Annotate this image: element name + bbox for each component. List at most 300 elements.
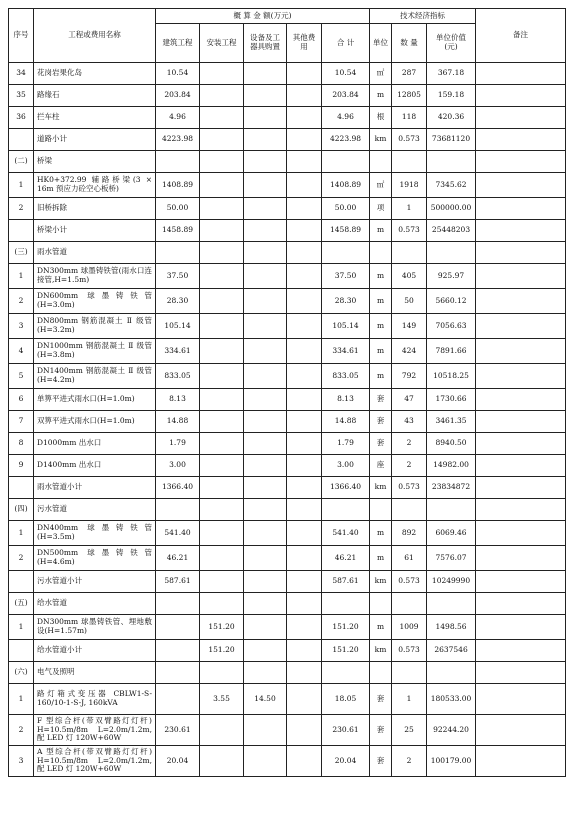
cell-qty: 25 xyxy=(392,715,427,746)
table-row xyxy=(9,129,566,151)
cell-building: 10.54 xyxy=(156,63,200,85)
cell-total xyxy=(322,151,370,173)
cell-qty: 149 xyxy=(392,314,427,339)
cell-equip xyxy=(244,499,287,521)
cell-equip xyxy=(244,546,287,571)
cell-other xyxy=(287,615,322,640)
cell-seq xyxy=(9,477,34,499)
cell-equip xyxy=(244,477,287,499)
cell-seq xyxy=(9,220,34,242)
table-row xyxy=(9,546,566,571)
cell-seq: 1 xyxy=(9,264,34,289)
cell-other xyxy=(287,593,322,615)
cell-equip xyxy=(244,107,287,129)
cell-total: 833.05 xyxy=(322,364,370,389)
cell-unit: m xyxy=(370,521,392,546)
cell-equip: 14.50 xyxy=(244,684,287,715)
cell-price: 8940.50 xyxy=(427,433,476,455)
cell-other xyxy=(287,571,322,593)
cell-total: 20.04 xyxy=(322,746,370,777)
table-row xyxy=(9,640,566,662)
cell-price xyxy=(427,662,476,684)
cell-seq: 2 xyxy=(9,546,34,571)
table-row xyxy=(9,107,566,129)
cell-name: DN1000mm 钢筋混凝土 Ⅱ 级管(H=3.8m) xyxy=(34,339,156,364)
cell-name: 雨水管道小计 xyxy=(34,477,156,499)
cell-seq: 2 xyxy=(9,715,34,746)
header-unit-price: 单位价值(元) xyxy=(427,24,476,63)
cell-other xyxy=(287,433,322,455)
cell-price: 23834872 xyxy=(427,477,476,499)
cell-other xyxy=(287,314,322,339)
cell-price: 3461.35 xyxy=(427,411,476,433)
cell-building xyxy=(156,615,200,640)
cell-price: 925.97 xyxy=(427,264,476,289)
header-install: 安装工程 xyxy=(200,24,244,63)
cell-seq: 3 xyxy=(9,314,34,339)
header-seq: 序号 xyxy=(9,9,34,63)
cell-install xyxy=(200,198,244,220)
cell-equip xyxy=(244,615,287,640)
cell-install xyxy=(200,173,244,198)
table-row xyxy=(9,389,566,411)
cell-qty: 0.573 xyxy=(392,220,427,242)
cell-name: 路缘石 xyxy=(34,85,156,107)
cell-other xyxy=(287,411,322,433)
cell-equip xyxy=(244,151,287,173)
cell-qty: 405 xyxy=(392,264,427,289)
cell-price xyxy=(427,151,476,173)
cell-remark xyxy=(476,63,566,85)
cell-seq: 9 xyxy=(9,455,34,477)
cell-total xyxy=(322,242,370,264)
cell-building: 8.13 xyxy=(156,389,200,411)
cell-unit: km xyxy=(370,129,392,151)
cell-remark xyxy=(476,198,566,220)
cell-name: 道路小计 xyxy=(34,129,156,151)
cell-qty xyxy=(392,242,427,264)
cell-qty: 43 xyxy=(392,411,427,433)
cell-equip xyxy=(244,264,287,289)
cell-other xyxy=(287,242,322,264)
cell-name: 拦车柱 xyxy=(34,107,156,129)
estimate-table xyxy=(8,8,566,777)
cell-total: 50.00 xyxy=(322,198,370,220)
cell-install xyxy=(200,662,244,684)
cell-other xyxy=(287,521,322,546)
cell-other xyxy=(287,364,322,389)
cell-remark xyxy=(476,129,566,151)
cell-install xyxy=(200,107,244,129)
table-row xyxy=(9,411,566,433)
cell-unit: 套 xyxy=(370,411,392,433)
cell-building: 587.61 xyxy=(156,571,200,593)
cell-price: 73681120 xyxy=(427,129,476,151)
cell-price: 2637546 xyxy=(427,640,476,662)
cell-remark xyxy=(476,615,566,640)
cell-price: 100179.00 xyxy=(427,746,476,777)
cell-install xyxy=(200,477,244,499)
cell-install xyxy=(200,715,244,746)
cell-equip xyxy=(244,593,287,615)
cell-other xyxy=(287,546,322,571)
cell-equip xyxy=(244,173,287,198)
cell-remark xyxy=(476,521,566,546)
cell-qty: 0.573 xyxy=(392,477,427,499)
cell-name: DN1400mm 钢筋混凝土 Ⅱ 级管(H=4.2m) xyxy=(34,364,156,389)
cell-unit: m xyxy=(370,615,392,640)
cell-building: 203.84 xyxy=(156,85,200,107)
cell-qty: 424 xyxy=(392,339,427,364)
cell-equip xyxy=(244,746,287,777)
table-row xyxy=(9,85,566,107)
header-building: 建筑工程 xyxy=(156,24,200,63)
cell-unit: m xyxy=(370,264,392,289)
cell-name: 雨水管道 xyxy=(34,242,156,264)
cell-seq: 4 xyxy=(9,339,34,364)
cell-name: DN300mm 球墨铸铁管(雨水口连接管,H=1.5m) xyxy=(34,264,156,289)
cell-total: 3.00 xyxy=(322,455,370,477)
cell-remark xyxy=(476,339,566,364)
cell-total: 8.13 xyxy=(322,389,370,411)
cell-total: 541.40 xyxy=(322,521,370,546)
cell-building xyxy=(156,662,200,684)
cell-seq: (六) xyxy=(9,662,34,684)
cell-equip xyxy=(244,433,287,455)
cell-unit: ㎡ xyxy=(370,173,392,198)
cell-building: 50.00 xyxy=(156,198,200,220)
cell-other xyxy=(287,662,322,684)
cell-seq: (五) xyxy=(9,593,34,615)
cell-price: 25448203 xyxy=(427,220,476,242)
cell-remark xyxy=(476,151,566,173)
cell-install xyxy=(200,220,244,242)
cell-qty: 1918 xyxy=(392,173,427,198)
cell-price: 7056.63 xyxy=(427,314,476,339)
cell-other xyxy=(287,264,322,289)
cell-building xyxy=(156,151,200,173)
cell-total: 587.61 xyxy=(322,571,370,593)
cell-other xyxy=(287,684,322,715)
cell-remark xyxy=(476,85,566,107)
cell-total: 151.20 xyxy=(322,615,370,640)
cell-total: 334.61 xyxy=(322,339,370,364)
cell-other xyxy=(287,339,322,364)
cell-building xyxy=(156,593,200,615)
cell-unit xyxy=(370,593,392,615)
cell-total xyxy=(322,662,370,684)
cell-name: 旧桥拆除 xyxy=(34,198,156,220)
cell-remark xyxy=(476,499,566,521)
cell-qty: 61 xyxy=(392,546,427,571)
cell-install xyxy=(200,521,244,546)
cell-price: 10249990 xyxy=(427,571,476,593)
cell-unit: 套 xyxy=(370,433,392,455)
cell-price: 5660.12 xyxy=(427,289,476,314)
cell-name: 双箅平进式雨水口(H=1.0m) xyxy=(34,411,156,433)
cell-install xyxy=(200,129,244,151)
cell-install xyxy=(200,433,244,455)
cell-building xyxy=(156,242,200,264)
cell-qty: 0.573 xyxy=(392,129,427,151)
cell-equip xyxy=(244,571,287,593)
cell-install xyxy=(200,546,244,571)
cell-equip xyxy=(244,129,287,151)
table-body xyxy=(9,63,566,777)
cell-other xyxy=(287,289,322,314)
cell-price: 1498.56 xyxy=(427,615,476,640)
cell-total: 105.14 xyxy=(322,314,370,339)
cell-install xyxy=(200,264,244,289)
cell-equip xyxy=(244,314,287,339)
cell-seq: 2 xyxy=(9,289,34,314)
cell-unit: km xyxy=(370,571,392,593)
cell-price: 7345.62 xyxy=(427,173,476,198)
cell-remark xyxy=(476,107,566,129)
cell-unit: m xyxy=(370,220,392,242)
cell-qty: 12805 xyxy=(392,85,427,107)
cell-price: 14982.00 xyxy=(427,455,476,477)
cell-seq: 1 xyxy=(9,615,34,640)
cell-building: 20.04 xyxy=(156,746,200,777)
cell-price: 159.18 xyxy=(427,85,476,107)
cell-qty xyxy=(392,151,427,173)
cell-seq xyxy=(9,640,34,662)
cell-other xyxy=(287,151,322,173)
table-row xyxy=(9,499,566,521)
cell-name: 花岗岩果化岛 xyxy=(34,63,156,85)
table-row xyxy=(9,264,566,289)
cell-name: DN600mm 球墨铸铁管(H=3.0m) xyxy=(34,289,156,314)
cell-other xyxy=(287,455,322,477)
table-row xyxy=(9,339,566,364)
cell-unit: 根 xyxy=(370,107,392,129)
cell-price xyxy=(427,593,476,615)
cell-equip xyxy=(244,521,287,546)
cell-unit xyxy=(370,151,392,173)
cell-install xyxy=(200,289,244,314)
cell-name: 电气及照明 xyxy=(34,662,156,684)
cell-remark xyxy=(476,389,566,411)
cell-unit: m xyxy=(370,546,392,571)
cell-unit xyxy=(370,499,392,521)
cell-install: 3.55 xyxy=(200,684,244,715)
cell-total: 46.21 xyxy=(322,546,370,571)
cell-total: 14.88 xyxy=(322,411,370,433)
cell-other xyxy=(287,63,322,85)
table-row xyxy=(9,433,566,455)
cell-qty: 50 xyxy=(392,289,427,314)
cell-qty: 2 xyxy=(392,746,427,777)
cell-seq xyxy=(9,571,34,593)
cell-unit: 套 xyxy=(370,746,392,777)
cell-seq: (四) xyxy=(9,499,34,521)
cell-seq: (三) xyxy=(9,242,34,264)
cell-unit xyxy=(370,242,392,264)
cell-qty: 792 xyxy=(392,364,427,389)
cell-remark xyxy=(476,173,566,198)
header-equipment: 设备及工器具购置 xyxy=(244,24,287,63)
cell-seq: 5 xyxy=(9,364,34,389)
cell-name: DN800mm 钢筋混凝土 Ⅱ 级管(H=3.2m) xyxy=(34,314,156,339)
cell-unit: 套 xyxy=(370,684,392,715)
header-total: 合 计 xyxy=(322,24,370,63)
cell-remark xyxy=(476,571,566,593)
cell-price: 180533.00 xyxy=(427,684,476,715)
cell-seq: 1 xyxy=(9,521,34,546)
header-other: 其他费用 xyxy=(287,24,322,63)
table-row xyxy=(9,746,566,777)
cell-building: 4223.98 xyxy=(156,129,200,151)
cell-equip xyxy=(244,662,287,684)
cell-qty: 118 xyxy=(392,107,427,129)
cell-install xyxy=(200,63,244,85)
cell-name: DN400mm 球墨铸铁管(H=3.5m) xyxy=(34,521,156,546)
cell-qty: 892 xyxy=(392,521,427,546)
cell-total: 1458.89 xyxy=(322,220,370,242)
cell-name: 给水管道小计 xyxy=(34,640,156,662)
cell-other xyxy=(287,173,322,198)
table-row xyxy=(9,521,566,546)
cell-equip xyxy=(244,640,287,662)
table-row xyxy=(9,662,566,684)
cell-name: 给水管道 xyxy=(34,593,156,615)
cell-equip xyxy=(244,85,287,107)
cell-qty: 287 xyxy=(392,63,427,85)
cell-other xyxy=(287,715,322,746)
header-estimate-group: 概 算 金 额(万元) xyxy=(156,9,370,24)
cell-qty xyxy=(392,662,427,684)
cell-name: D1400mm 出水口 xyxy=(34,455,156,477)
cell-unit: ㎡ xyxy=(370,63,392,85)
cell-install xyxy=(200,499,244,521)
header-qty: 数 量 xyxy=(392,24,427,63)
cell-total xyxy=(322,593,370,615)
cell-name: 单箅平进式雨水口(H=1.0m) xyxy=(34,389,156,411)
cell-building: 28.30 xyxy=(156,289,200,314)
table-row xyxy=(9,198,566,220)
cell-unit: m xyxy=(370,339,392,364)
cell-other xyxy=(287,640,322,662)
cell-total: 151.20 xyxy=(322,640,370,662)
cell-building: 4.96 xyxy=(156,107,200,129)
cell-remark xyxy=(476,715,566,746)
table-row xyxy=(9,455,566,477)
cell-price: 1730.66 xyxy=(427,389,476,411)
cell-remark xyxy=(476,593,566,615)
cell-install xyxy=(200,364,244,389)
header-name: 工程或费用名称 xyxy=(34,9,156,63)
cell-remark xyxy=(476,662,566,684)
cell-building: 230.61 xyxy=(156,715,200,746)
cell-remark xyxy=(476,242,566,264)
cell-remark xyxy=(476,314,566,339)
cell-seq: 6 xyxy=(9,389,34,411)
cell-building: 334.61 xyxy=(156,339,200,364)
cell-qty: 0.573 xyxy=(392,640,427,662)
cell-qty: 2 xyxy=(392,433,427,455)
cell-building: 1458.89 xyxy=(156,220,200,242)
cell-remark xyxy=(476,264,566,289)
cell-total: 1.79 xyxy=(322,433,370,455)
cell-other xyxy=(287,107,322,129)
cell-remark xyxy=(476,477,566,499)
cell-equip xyxy=(244,364,287,389)
cell-seq: 1 xyxy=(9,684,34,715)
table-row xyxy=(9,615,566,640)
cell-unit: m xyxy=(370,314,392,339)
cell-equip xyxy=(244,389,287,411)
cell-install xyxy=(200,455,244,477)
cell-seq: (二) xyxy=(9,151,34,173)
cell-name: A 型综合杆(带双臂路灯灯杆) H=10.5m/8m L=2.0m/1.2m, 配 LED 灯 120W+60W xyxy=(34,746,156,777)
cell-qty: 1 xyxy=(392,198,427,220)
cell-price: 7576.07 xyxy=(427,546,476,571)
cell-building: 46.21 xyxy=(156,546,200,571)
cell-total: 10.54 xyxy=(322,63,370,85)
cell-unit: 套 xyxy=(370,389,392,411)
cell-unit: m xyxy=(370,289,392,314)
cell-remark xyxy=(476,289,566,314)
table-row xyxy=(9,220,566,242)
cell-remark xyxy=(476,684,566,715)
cell-qty: 0.573 xyxy=(392,571,427,593)
header-tech-group: 技术经济指标 xyxy=(370,9,476,24)
cell-remark xyxy=(476,640,566,662)
table-row xyxy=(9,477,566,499)
table-row xyxy=(9,593,566,615)
cell-remark xyxy=(476,220,566,242)
cell-building: 105.14 xyxy=(156,314,200,339)
cell-building: 14.88 xyxy=(156,411,200,433)
cell-seq: 7 xyxy=(9,411,34,433)
cell-other xyxy=(287,85,322,107)
cell-building: 833.05 xyxy=(156,364,200,389)
cell-price: 500000.00 xyxy=(427,198,476,220)
cell-building xyxy=(156,499,200,521)
cell-qty: 1 xyxy=(392,684,427,715)
table-row xyxy=(9,715,566,746)
cell-qty: 2 xyxy=(392,455,427,477)
cell-total: 37.50 xyxy=(322,264,370,289)
cell-price: 92244.20 xyxy=(427,715,476,746)
cell-name: 污水管道 xyxy=(34,499,156,521)
cell-install xyxy=(200,593,244,615)
cell-price: 7891.66 xyxy=(427,339,476,364)
cell-seq: 36 xyxy=(9,107,34,129)
cell-equip xyxy=(244,411,287,433)
cell-remark xyxy=(476,433,566,455)
cell-total: 1366.40 xyxy=(322,477,370,499)
cell-price: 6069.46 xyxy=(427,521,476,546)
cell-name: DN500mm 球墨铸铁管(H=4.6m) xyxy=(34,546,156,571)
cell-equip xyxy=(244,339,287,364)
table-row xyxy=(9,684,566,715)
table-row xyxy=(9,364,566,389)
cell-building: 3.00 xyxy=(156,455,200,477)
cell-seq: 35 xyxy=(9,85,34,107)
cell-name: F 型综合杆(带双臂路灯灯杆) H=10.5m/8m L=2.0m/1.2m, 配 LED 灯 120W+60W xyxy=(34,715,156,746)
cell-unit: m xyxy=(370,364,392,389)
cell-building: 37.50 xyxy=(156,264,200,289)
cell-seq: 2 xyxy=(9,198,34,220)
cell-unit xyxy=(370,662,392,684)
cell-other xyxy=(287,477,322,499)
cell-equip xyxy=(244,242,287,264)
cell-building xyxy=(156,640,200,662)
cell-name: DN300mm 球墨铸铁管、埋地敷设(H=1.57m) xyxy=(34,615,156,640)
cell-building xyxy=(156,684,200,715)
